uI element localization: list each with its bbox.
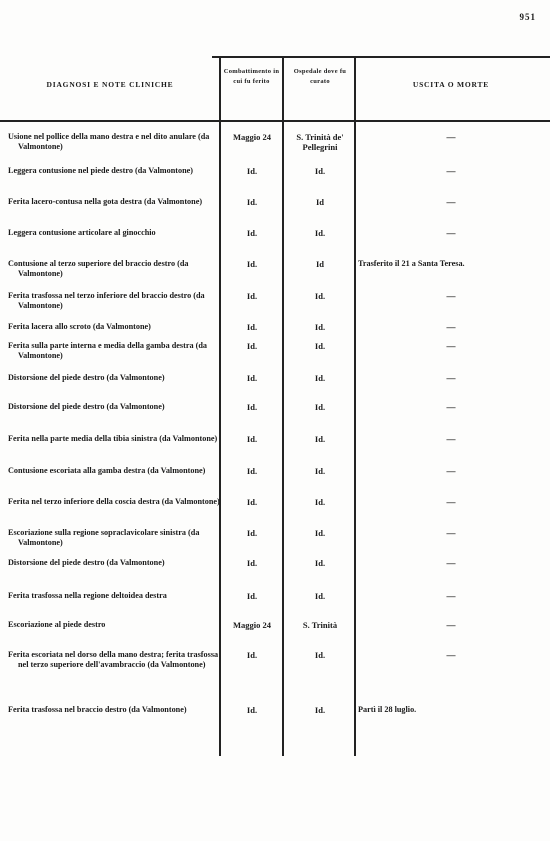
cell-uscita: — xyxy=(446,373,456,383)
cell-combattimento: Id. xyxy=(246,650,258,660)
cell-combattimento: Maggio 24 xyxy=(232,620,271,630)
cell-ospedale: Id. xyxy=(314,497,326,507)
cell-ospedale: Id. xyxy=(314,228,326,238)
cell-ospedale: Id. xyxy=(314,558,326,568)
cell-uscita: — xyxy=(446,528,456,538)
cell-uscita: — xyxy=(446,434,456,444)
header-diagnosi: DIAGNOSI E NOTE CLINICHE xyxy=(46,80,174,89)
cell-combattimento: Id. xyxy=(246,291,258,301)
cell-combattimento: Id. xyxy=(246,322,258,332)
cell-uscita: — xyxy=(446,132,456,142)
cell-uscita: — xyxy=(446,466,456,476)
cell-uscita: — xyxy=(446,228,456,238)
cell-uscita: — xyxy=(446,650,456,660)
cell-combattimento: Id. xyxy=(246,591,258,601)
cell-diagnosi: Ferita trasfossa nel terzo inferiore del braccio destro (da Valmontone) xyxy=(8,291,205,310)
cell-ospedale: Id xyxy=(315,197,325,207)
cell-diagnosi: Escoriazione al piede destro xyxy=(8,620,106,629)
cell-ospedale: Id. xyxy=(314,291,326,301)
cell-uscita: — xyxy=(446,558,456,568)
cell-ospedale: S. Trinità de' Pellegrini xyxy=(296,132,344,152)
cell-uscita: — xyxy=(446,591,456,601)
cell-combattimento: Id. xyxy=(246,341,258,351)
cell-uscita: — xyxy=(446,322,456,332)
cell-uscita: — xyxy=(446,197,456,207)
cell-ospedale: Id. xyxy=(314,466,326,476)
cell-uscita: — xyxy=(446,402,456,412)
cell-combattimento: Id. xyxy=(246,402,258,412)
header-uscita: USCITA O MORTE xyxy=(412,80,490,89)
header-ospedale: Ospedale dove fu curato xyxy=(293,68,347,85)
cell-ospedale: S. Trinità xyxy=(302,620,338,630)
cell-uscita: — xyxy=(446,341,456,351)
cell-combattimento: Id. xyxy=(246,497,258,507)
cell-ospedale: Id xyxy=(315,259,325,269)
cell-uscita: Trasferito il 21 a Santa Teresa. xyxy=(358,259,465,268)
header-bottom-rule xyxy=(0,120,550,122)
cell-combattimento: Id. xyxy=(246,466,258,476)
cell-diagnosi: Escoriazione sulla regione sopraclavicolare sinistra (da Valmontone) xyxy=(8,528,200,547)
cell-combattimento: Id. xyxy=(246,528,258,538)
cell-ospedale: Id. xyxy=(314,434,326,444)
cell-ospedale: Id. xyxy=(314,705,326,715)
cell-combattimento: Id. xyxy=(246,373,258,383)
cell-diagnosi: Ferita nel terzo inferiore della coscia destra (da Valmontone) xyxy=(8,497,220,506)
cell-diagnosi: Leggera contusione nel piede destro (da Valmontone) xyxy=(8,166,193,175)
cell-diagnosi: Distorsione del piede destro (da Valmontone) xyxy=(8,402,165,411)
cell-diagnosi: Ferita lacero-contusa nella gota destra (da Valmontone) xyxy=(8,197,203,206)
cell-combattimento: Id. xyxy=(246,434,258,444)
cell-ospedale: Id. xyxy=(314,591,326,601)
cell-diagnosi: Ferita trasfossa nel braccio destro (da Valmontone) xyxy=(8,705,187,714)
cell-uscita: — xyxy=(446,620,456,630)
cell-diagnosi: Distorsione del piede destro (da Valmontone) xyxy=(8,558,165,567)
cell-combattimento: Id. xyxy=(246,705,258,715)
cell-diagnosi: Ferita lacera allo scroto (da Valmontone) xyxy=(8,322,151,331)
cell-combattimento: Id. xyxy=(246,259,258,269)
cell-ospedale: Id. xyxy=(314,322,326,332)
cell-combattimento: Maggio 24 xyxy=(232,132,271,142)
cell-ospedale: Id. xyxy=(314,402,326,412)
cell-diagnosi: Ferita sulla parte interna e media della gamba destra (da Valmontone) xyxy=(8,341,207,360)
cell-ospedale: Id. xyxy=(314,166,326,176)
cell-diagnosi: Distorsione del piede destro (da Valmontone) xyxy=(8,373,165,382)
cell-combattimento: Id. xyxy=(246,197,258,207)
cell-combattimento: Id. xyxy=(246,228,258,238)
table-top-rule xyxy=(212,56,550,58)
cell-combattimento: Id. xyxy=(246,558,258,568)
cell-diagnosi: Usione nel pollice della mano destra e nel dito anulare (da Valmontone) xyxy=(8,132,210,151)
cell-ospedale: Id. xyxy=(314,650,326,660)
header-combattimento: Combattimento in cui fu ferito xyxy=(223,68,280,85)
page-number: 951 xyxy=(519,12,536,22)
cell-diagnosi: Ferita nella parte media della tibia sinistra (da Valmontone) xyxy=(8,434,218,443)
cell-uscita: — xyxy=(446,166,456,176)
cell-ospedale: Id. xyxy=(314,341,326,351)
cell-uscita: — xyxy=(446,291,456,301)
cell-diagnosi: Contusione al terzo superiore del braccio destro (da Valmontone) xyxy=(8,259,189,278)
cell-uscita: — xyxy=(446,497,456,507)
cell-uscita: Partì il 28 luglio. xyxy=(358,705,417,714)
cell-diagnosi: Ferita trasfossa nella regione deltoidea destra xyxy=(8,591,167,600)
cell-ospedale: Id. xyxy=(314,528,326,538)
cell-ospedale: Id. xyxy=(314,373,326,383)
cell-diagnosi: Contusione escoriata alla gamba destra (da Valmontone) xyxy=(8,466,206,475)
cell-diagnosi: Ferita escoriata nel dorso della mano destra; ferita trasfossa nel terzo superiore dell'avambraccio (da Valmontone) xyxy=(8,650,219,669)
cell-combattimento: Id. xyxy=(246,166,258,176)
cell-diagnosi: Leggera contusione articolare al ginocchio xyxy=(8,228,156,237)
